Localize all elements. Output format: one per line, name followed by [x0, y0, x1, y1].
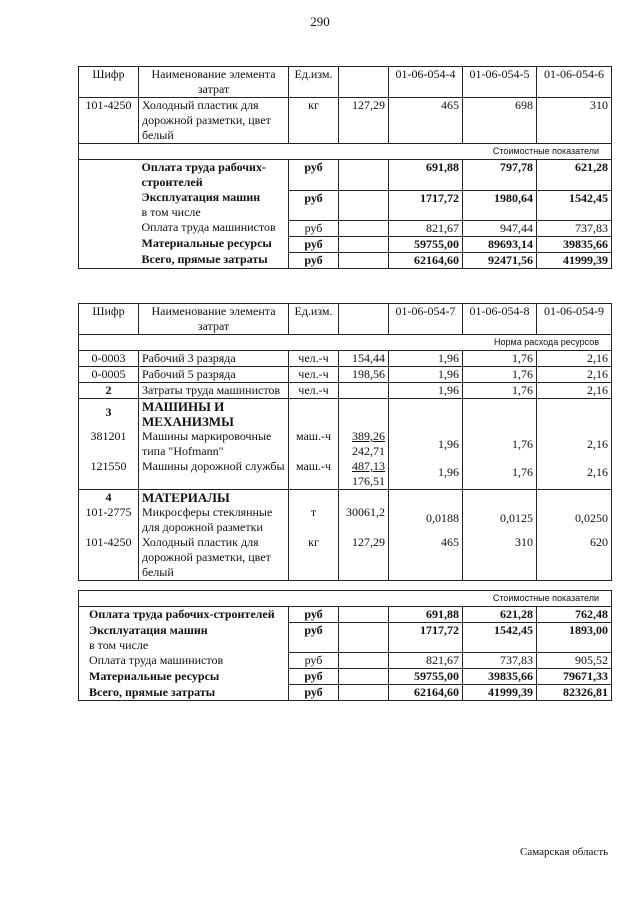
- cost-value: 1717,72: [389, 190, 463, 220]
- row-value: 310: [537, 98, 612, 144]
- table-header: [79, 67, 612, 98]
- table-header: [79, 304, 612, 335]
- row-value: 2,16: [537, 351, 612, 367]
- cost-row: [79, 607, 612, 623]
- table-row: [79, 505, 612, 535]
- section-name: МАШИНЫ И МЕХАНИЗМЫ: [139, 399, 289, 430]
- cost-value: 39835,66: [537, 236, 612, 252]
- row-price: 127,29: [339, 98, 389, 144]
- cost-value: 621,28: [537, 160, 612, 191]
- row-value: 620: [537, 535, 612, 581]
- cost-name: Всего, прямые затраты: [139, 252, 289, 268]
- table-row: [79, 459, 612, 490]
- header-code: Шифр: [79, 67, 139, 98]
- cost-sub: в том числе: [89, 637, 149, 652]
- row-code: 381201: [79, 429, 139, 459]
- row-unit: чел.-ч: [289, 383, 339, 399]
- table-row: [79, 98, 612, 144]
- row-price: 127,29: [339, 535, 389, 581]
- header-unit: Ед.изм.: [289, 67, 339, 98]
- row-value: 465: [389, 535, 463, 581]
- cost-name: [139, 190, 289, 220]
- cost-value: 905,52: [537, 653, 612, 669]
- cost-row: [79, 669, 612, 685]
- row-unit: кг: [289, 98, 339, 144]
- row-name: Затраты труда машинистов: [139, 383, 289, 399]
- row-name: Холодный пластик для дорожной разметки, цвет белый: [139, 98, 289, 144]
- cost-name: Оплата труда рабочих-строителей: [79, 607, 289, 623]
- cost-unit: руб: [289, 252, 339, 268]
- row-name: Рабочий 5 разряда: [139, 367, 289, 383]
- cost-section-label: Стоимостные показатели: [79, 144, 612, 160]
- row-unit: маш.-ч: [289, 429, 339, 459]
- cost-row: [79, 190, 612, 220]
- cost-value: 39835,66: [463, 669, 537, 685]
- row-price: 30061,2: [339, 505, 389, 535]
- machine-price: 487,13: [352, 459, 385, 473]
- cost-unit: руб: [289, 160, 339, 191]
- cost-row: [79, 160, 612, 191]
- row-value: 2,16: [537, 367, 612, 383]
- cost-value: 947,44: [463, 220, 537, 236]
- row-value: 0,0125: [463, 505, 537, 535]
- machinist-price: 176,51: [352, 474, 385, 488]
- row-value: 698: [463, 98, 537, 144]
- header-name: Наименование элемента затрат: [139, 304, 289, 335]
- row-unit: маш.-ч: [289, 459, 339, 490]
- cost-value: 1717,72: [389, 623, 463, 653]
- header-unit: Ед.изм.: [289, 304, 339, 335]
- row-value: 1,96: [389, 383, 463, 399]
- row-unit: чел.-ч: [289, 351, 339, 367]
- cost-row: [79, 252, 612, 268]
- cost-name: Оплата труда машинистов: [141, 220, 276, 234]
- section-label: [79, 335, 612, 351]
- row-name: Рабочий 3 разряда: [139, 351, 289, 367]
- header-name: Наименование элемента затрат: [139, 67, 289, 98]
- cost-name: [79, 623, 289, 653]
- cost-row: [79, 236, 612, 252]
- table-row: [79, 351, 612, 367]
- machinist-price: 242,71: [352, 444, 385, 458]
- cost-name: Материальные ресурсы: [79, 669, 289, 685]
- row-unit: кг: [289, 535, 339, 581]
- cost-value: 621,28: [463, 607, 537, 623]
- cost-unit: руб: [289, 236, 339, 252]
- row-value: 1,96: [389, 367, 463, 383]
- cost-name-main: Эксплуатация машин: [89, 622, 208, 637]
- cost-value: 797,78: [463, 160, 537, 191]
- cost-name: Материальные ресурсы: [141, 236, 272, 250]
- cost-section-label: Стоимостные показатели: [79, 591, 612, 607]
- header-col: 01-06-054-4: [389, 67, 463, 98]
- row-name: Холодный пластик для дорожной разметки, цвет белый: [139, 535, 289, 581]
- estimate-table-1: [78, 66, 612, 269]
- section-label: [79, 591, 612, 607]
- cost-value: 821,67: [389, 653, 463, 669]
- row-value: 2,16: [537, 383, 612, 399]
- norm-section-label: Норма расхода ресурсов: [79, 335, 612, 351]
- cost-value: 41999,39: [537, 252, 612, 268]
- row-price: [339, 429, 389, 459]
- row-code: 101-2775: [79, 505, 139, 535]
- row-code: 101-4250: [79, 98, 139, 144]
- header-col: 01-06-054-5: [463, 67, 537, 98]
- header-col: 01-06-054-7: [389, 304, 463, 335]
- row-value: 2,16: [537, 429, 612, 459]
- section-name: МАТЕРИАЛЫ: [139, 490, 289, 506]
- cost-sub: в том числе: [141, 205, 201, 219]
- cost-value: 59755,00: [389, 236, 463, 252]
- cost-name: Оплата труда машинистов: [79, 653, 289, 669]
- row-name: Микросферы стеклянные для дорожной разметки: [139, 505, 289, 535]
- section-code: 3: [79, 399, 139, 430]
- row-unit: чел.-ч: [289, 367, 339, 383]
- estimate-table-2: [78, 303, 612, 701]
- section-row: [79, 399, 612, 430]
- page-number: 290: [310, 14, 330, 29]
- cost-unit: руб: [289, 669, 339, 685]
- cost-value: 1542,45: [463, 623, 537, 653]
- cost-value: 59755,00: [389, 669, 463, 685]
- row-value: 1,76: [463, 459, 537, 490]
- header-price: [339, 304, 389, 335]
- header-col: 01-06-054-9: [537, 304, 612, 335]
- cost-value: 89693,14: [463, 236, 537, 252]
- row-name: Машины дорожной службы: [139, 459, 289, 490]
- row-code: 0-0003: [79, 351, 139, 367]
- header-col: 01-06-054-8: [463, 304, 537, 335]
- row-value: 1,76: [463, 367, 537, 383]
- row-price: [339, 459, 389, 490]
- cost-row: [79, 623, 612, 653]
- cost-row: [79, 653, 612, 669]
- row-value: 2,16: [537, 459, 612, 490]
- section-row: [79, 490, 612, 506]
- row-value: 1,76: [463, 351, 537, 367]
- row-code: 101-4250: [79, 535, 139, 581]
- cost-unit: руб: [289, 607, 339, 623]
- cost-value: 62164,60: [389, 685, 463, 701]
- row-name: Машины маркировочные типа "Hofmann": [139, 429, 289, 459]
- row-value: 0,0250: [537, 505, 612, 535]
- section-label: [79, 144, 612, 160]
- cost-value: 82326,81: [537, 685, 612, 701]
- cost-value: 691,88: [389, 160, 463, 191]
- row-unit: т: [289, 505, 339, 535]
- header-price: [339, 67, 389, 98]
- cost-name-main: Эксплуатация машин: [141, 190, 261, 204]
- row-value: 1,76: [463, 383, 537, 399]
- header-code: Шифр: [79, 304, 139, 335]
- cost-row: [79, 685, 612, 701]
- row-value: 0,0188: [389, 505, 463, 535]
- table-row: [79, 535, 612, 581]
- row-price: 198,56: [339, 367, 389, 383]
- cost-unit: руб: [289, 653, 339, 669]
- header-col: 01-06-054-6: [537, 67, 612, 98]
- row-value: 1,96: [389, 429, 463, 459]
- table-row: [79, 367, 612, 383]
- section-code: 4: [79, 490, 139, 506]
- cost-unit: руб: [289, 220, 339, 236]
- cost-value: 821,67: [389, 220, 463, 236]
- cost-unit: руб: [289, 685, 339, 701]
- cost-value: 62164,60: [389, 252, 463, 268]
- row-value: 465: [389, 98, 463, 144]
- row-code: 121550: [79, 459, 139, 490]
- row-value: 1,76: [463, 429, 537, 459]
- cost-unit: руб: [289, 623, 339, 653]
- cost-value: 1893,00: [537, 623, 612, 653]
- cost-row: [79, 220, 612, 236]
- cost-value: 1542,45: [537, 190, 612, 220]
- cost-value: 41999,39: [463, 685, 537, 701]
- cost-name: Оплата труда рабочих-строителей: [141, 160, 266, 189]
- cost-value: 737,83: [537, 220, 612, 236]
- row-value: 1,96: [389, 351, 463, 367]
- cost-value: 762,48: [537, 607, 612, 623]
- row-code: 2: [79, 383, 139, 399]
- table-row: [79, 383, 612, 399]
- cost-value: 691,88: [389, 607, 463, 623]
- row-price: 154,44: [339, 351, 389, 367]
- row-value: 1,96: [389, 459, 463, 490]
- cost-name: Всего, прямые затраты: [79, 685, 289, 701]
- cost-value: 1980,64: [463, 190, 537, 220]
- machine-price: 389,26: [352, 429, 385, 443]
- row-code: 0-0005: [79, 367, 139, 383]
- cost-value: 737,83: [463, 653, 537, 669]
- footer-region: Самарская область: [520, 846, 609, 858]
- table-row: [79, 429, 612, 459]
- cost-unit: руб: [289, 190, 339, 220]
- cost-value: 92471,56: [463, 252, 537, 268]
- cost-value: 79671,33: [537, 669, 612, 685]
- row-value: 310: [463, 535, 537, 581]
